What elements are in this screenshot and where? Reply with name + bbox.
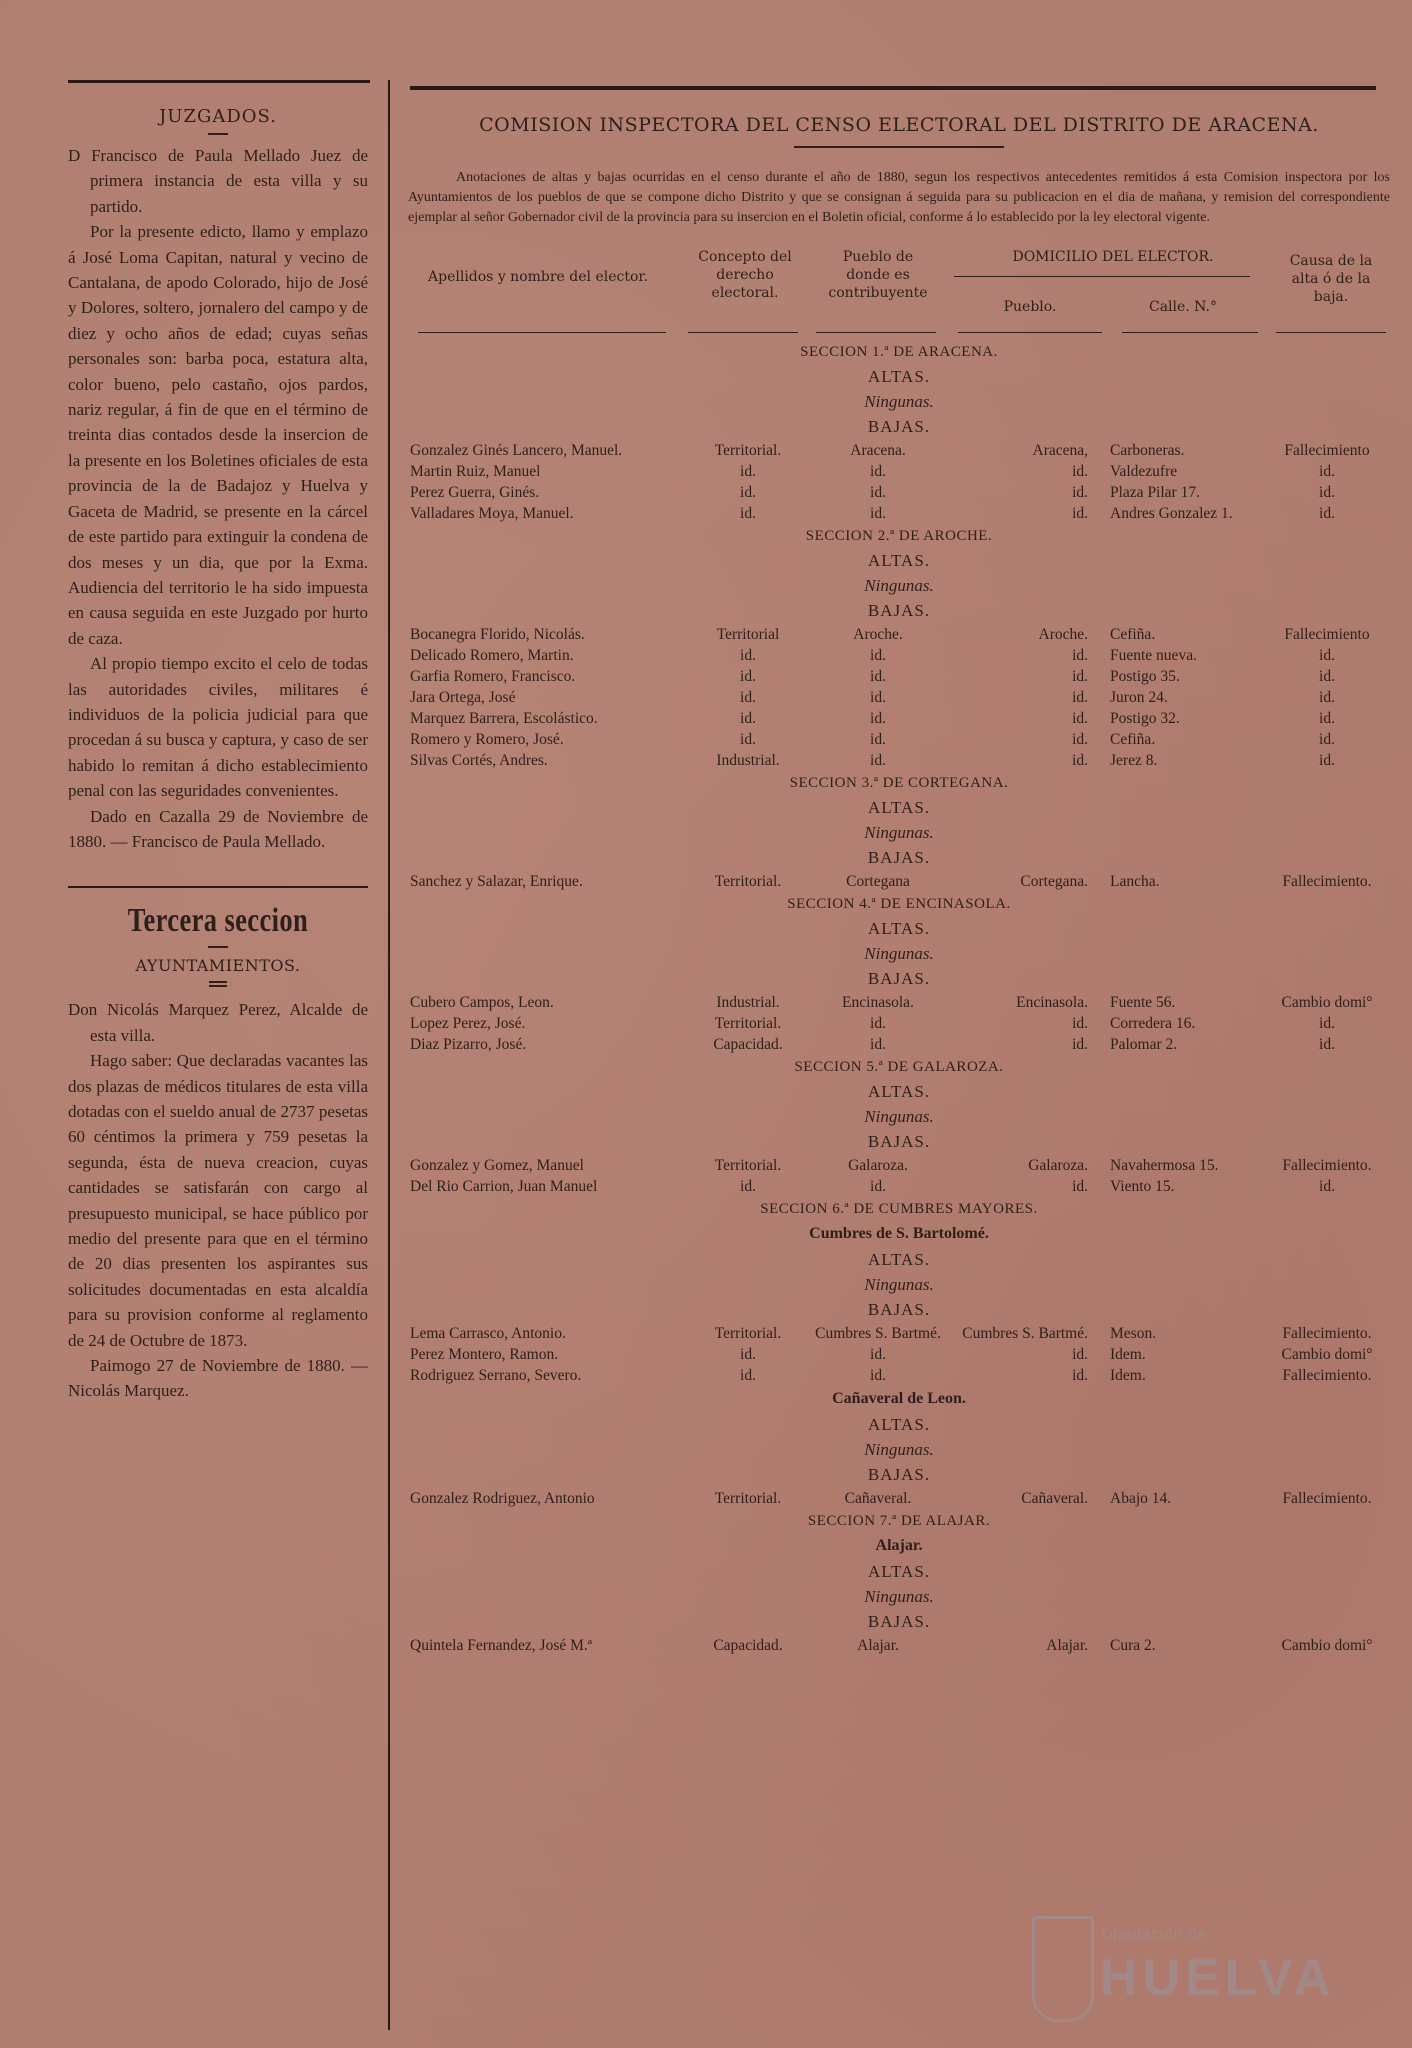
concept: id. [740, 1346, 756, 1363]
header-rule-6 [1276, 332, 1386, 333]
concept: Capacidad. [713, 1036, 783, 1053]
table-row [408, 750, 1390, 771]
concept: id. [740, 668, 756, 685]
elector-name: Valladares Moya, Manuel. [410, 505, 574, 522]
header-concept: Concepto del derecho electoral. [698, 249, 792, 301]
table-row [408, 440, 1390, 461]
elector-name: Gonzalez Rodriguez, Antonio [410, 1490, 595, 1507]
table-row [408, 624, 1390, 645]
domicile-street: Cura 2. [1110, 1637, 1156, 1654]
cause: id. [1319, 1015, 1335, 1032]
concept: Capacidad. [713, 1637, 783, 1654]
header-cause: Causa de la alta ó de la baja. [1289, 253, 1373, 305]
intro-paragraph: Anotaciones de altas y bajas ocurridas en el censo durante el año de 1880, segun los respectivos antecedentes remitidos á esta Comision inspectora por los Ayuntamientos de los pueblos de que se compone dicho Distrito y que se consignan á seguida para su publicacion en el dia de mañana, y remision del correspondiente ejemplar al señor Gobernador civil de la provincia para su insercion en el Boletin oficial, conforme á lo establecido por la ley electoral vigente. [408, 170, 1390, 225]
concept: id. [740, 710, 756, 727]
bajas-label: BAJAS. [867, 1132, 931, 1151]
table-row [408, 1635, 1390, 1656]
altas-label: ALTAS. [867, 798, 931, 817]
section-title: SECCION 3.ª DE CORTEGANA. [789, 775, 1009, 791]
domicile-street: Corredera 16. [1110, 1015, 1196, 1032]
domicile-underline [954, 276, 1250, 277]
contributor-town: id. [870, 1015, 886, 1032]
contributor-town: id. [870, 1346, 886, 1363]
elector-name: Jara Ortega, José [410, 689, 516, 706]
ningunas-label: Ningunas. [864, 576, 934, 595]
cause: Cambio domi° [1281, 1346, 1373, 1363]
domicile-street: Jerez 8. [1110, 752, 1158, 769]
elector-name: Silvas Cortés, Andres. [410, 752, 548, 769]
contributor-town: id. [870, 647, 886, 664]
table-row [408, 992, 1390, 1013]
contributor-town: id. [870, 1036, 886, 1053]
domicile-street: Lancha. [1110, 873, 1160, 890]
domicile-street: Postigo 35. [1110, 668, 1180, 685]
comision-title: COMISION INSPECTORA DEL CENSO ELECTORAL DEL DISTRITO DE ARACENA. [479, 114, 1319, 136]
domicile-street: Cefiña. [1110, 731, 1156, 748]
altas-label: ALTAS. [867, 367, 931, 386]
cause: id. [1319, 668, 1335, 685]
concept: Territorial [716, 626, 780, 643]
cause: id. [1319, 463, 1335, 480]
table-row [408, 1488, 1390, 1509]
domicile-town: Cañaveral. [1021, 1490, 1088, 1507]
section-title: SECCION 6.ª DE CUMBRES MAYORES. [760, 1201, 1038, 1217]
section-title: SECCION 1.ª DE ARACENA. [800, 344, 998, 360]
domicile-street: Navahermosa 15. [1110, 1157, 1219, 1174]
contributor-town: Cortegana [846, 873, 910, 890]
elector-name: Perez Guerra, Ginés. [410, 484, 540, 501]
title-ornament [794, 146, 1004, 148]
elector-name: Bocanegra Florido, Nicolás. [410, 626, 585, 643]
elector-name: Gonzalez y Gomez, Manuel [410, 1157, 584, 1174]
domicile-town: id. [1072, 463, 1088, 480]
domicile-town: Cortegana. [1020, 873, 1088, 890]
altas-label: ALTAS. [867, 1250, 931, 1269]
domicile-town: id. [1072, 647, 1088, 664]
table-row [408, 645, 1390, 666]
census-table [408, 340, 1390, 1656]
table-row [408, 708, 1390, 729]
contributor-town: id. [870, 1367, 886, 1384]
elector-name: Delicado Romero, Martin. [410, 647, 574, 664]
table-row [408, 1013, 1390, 1034]
bajas-label: BAJAS. [867, 601, 931, 620]
contributor-town: Encinasola. [842, 994, 914, 1011]
domicile-street: Valdezufre [1110, 463, 1178, 480]
domicile-town: id. [1072, 668, 1088, 685]
contributor-town: Aracena. [850, 442, 906, 459]
domicile-street: Postigo 32. [1110, 710, 1180, 727]
bajas-label: BAJAS. [867, 1465, 931, 1484]
ningunas-label: Ningunas. [864, 944, 934, 963]
domicile-town: Aracena, [1032, 442, 1088, 459]
section-rule [68, 886, 368, 888]
header-domicile: DOMICILIO DEL ELECTOR. [1012, 249, 1214, 265]
table-row [408, 871, 1390, 892]
ningunas-label: Ningunas. [864, 1275, 934, 1294]
elector-name: Lema Carrasco, Antonio. [410, 1325, 566, 1342]
altas-label: ALTAS. [867, 1082, 931, 1101]
domicile-town: id. [1072, 1367, 1088, 1384]
cause: id. [1319, 689, 1335, 706]
contributor-town: id. [870, 668, 886, 685]
watermark-line1: Diputación de [1102, 1926, 1207, 1943]
table-row [408, 687, 1390, 708]
contributor-town: id. [870, 1178, 886, 1195]
header-rule-1 [418, 332, 666, 333]
header-dom-street: Calle. N.° [1148, 299, 1217, 315]
right-column [408, 80, 1390, 1656]
juzgados-p4: Dado en Cazalla 29 de Noviembre de 1880. — Francisco de Paula Mellado. [68, 806, 368, 851]
altas-label: ALTAS. [867, 919, 931, 938]
domicile-town: id. [1072, 731, 1088, 748]
concept: Territorial. [714, 1157, 782, 1174]
concept: id. [740, 463, 756, 480]
contributor-town: id. [870, 731, 886, 748]
ningunas-label: Ningunas. [864, 1107, 934, 1126]
concept: id. [740, 1367, 756, 1384]
contributor-town: id. [870, 463, 886, 480]
elector-name: Rodriguez Serrano, Severo. [410, 1367, 582, 1384]
ningunas-label: Ningunas. [864, 1587, 934, 1606]
concept: id. [740, 484, 756, 501]
contributor-town: Aroche. [853, 626, 903, 643]
watermark-logo [1032, 1908, 1337, 2028]
bajas-label: BAJAS. [867, 1300, 931, 1319]
concept: id. [740, 1178, 756, 1195]
ningunas-label: Ningunas. [864, 823, 934, 842]
cause: id. [1319, 505, 1335, 522]
contributor-town: id. [870, 752, 886, 769]
juzgados-p1: D Francisco de Paula Mellado Juez de primera instancia de esta villa y su partido. [68, 146, 368, 216]
concept: Industrial. [716, 994, 780, 1011]
cause: Fallecimiento [1284, 442, 1370, 459]
header-rule-3 [816, 332, 936, 333]
elector-name: Cubero Campos, Leon. [410, 994, 554, 1011]
domicile-town: id. [1072, 1015, 1088, 1032]
table-row [408, 1365, 1390, 1386]
section-title: SECCION 2.ª DE AROCHE. [805, 528, 993, 544]
domicile-town: Galaroza. [1028, 1157, 1088, 1174]
cause: Fallecimiento. [1282, 1490, 1372, 1507]
domicile-street: Idem. [1110, 1367, 1146, 1384]
header-rule-2 [688, 332, 798, 333]
domicile-street: Viento 15. [1110, 1178, 1175, 1195]
header-town: Pueblo de donde es contribuyente [828, 249, 928, 301]
concept: Industrial. [716, 752, 780, 769]
cause: id. [1319, 710, 1335, 727]
domicile-street: Fuente nueva. [1110, 647, 1197, 664]
domicile-town: id. [1072, 710, 1088, 727]
left-column [68, 80, 368, 1404]
bajas-label: BAJAS. [867, 1612, 931, 1631]
bajas-label: BAJAS. [867, 417, 931, 436]
concept: Territorial. [714, 1490, 782, 1507]
concept: Territorial. [714, 1325, 782, 1342]
ningunas-label: Ningunas. [864, 1440, 934, 1459]
town-subheading: Cumbres de S. Bartolomé. [809, 1225, 989, 1242]
domicile-street: Juron 24. [1110, 689, 1168, 706]
cause: id. [1319, 647, 1335, 664]
heading-dash-2 [208, 946, 228, 948]
contributor-town: id. [870, 484, 886, 501]
table-row [408, 666, 1390, 687]
table-header [408, 240, 1390, 340]
elector-name: Lopez Perez, José. [410, 1015, 526, 1032]
section-title: SECCION 5.ª DE GALAROZA. [794, 1059, 1004, 1075]
cause: Fallecimiento. [1282, 1367, 1372, 1384]
double-dash [209, 981, 227, 987]
contributor-town: id. [870, 505, 886, 522]
bajas-label: BAJAS. [867, 969, 931, 988]
elector-name: Martin Ruiz, Manuel [410, 463, 541, 480]
altas-label: ALTAS. [867, 551, 931, 570]
concept: Territorial. [714, 1015, 782, 1032]
elector-name: Perez Montero, Ramon. [410, 1346, 559, 1363]
shield-icon [1032, 1916, 1094, 2022]
domicile-town: id. [1072, 1178, 1088, 1195]
juzgados-heading: JUZGADOS. [159, 106, 277, 127]
table-row [408, 729, 1390, 750]
section-title: SECCION 4.ª DE ENCINASOLA. [787, 896, 1011, 912]
domicile-town: id. [1072, 752, 1088, 769]
domicile-street: Plaza Pilar 17. [1110, 484, 1200, 501]
concept: Territorial. [714, 873, 782, 890]
tercera-seccion-heading: Tercera seccion [127, 902, 309, 940]
cause: id. [1319, 731, 1335, 748]
cause: Fallecimiento. [1282, 1325, 1372, 1342]
tercera-p1: Don Nicolás Marquez Perez, Alcalde de esta villa. [68, 1000, 368, 1045]
domicile-town: id. [1072, 1346, 1088, 1363]
header-rule-5 [1122, 332, 1258, 333]
table-row [408, 1176, 1390, 1197]
bajas-label: BAJAS. [867, 848, 931, 867]
table-row [408, 1034, 1390, 1055]
table-row [408, 461, 1390, 482]
cause: id. [1319, 1036, 1335, 1053]
domicile-street: Palomar 2. [1110, 1036, 1178, 1053]
contributor-town: Galaroza. [848, 1157, 908, 1174]
table-row [408, 1155, 1390, 1176]
cause: Fallecimiento [1284, 626, 1370, 643]
cause: id. [1319, 752, 1335, 769]
domicile-town: Alajar. [1046, 1637, 1088, 1654]
table-row [408, 1323, 1390, 1344]
header-name: Apellidos y nombre del elector. [428, 269, 649, 285]
cause: Cambio domi° [1281, 1637, 1373, 1654]
concept: id. [740, 731, 756, 748]
concept: Territorial. [714, 442, 782, 459]
header-dom-town: Pueblo. [1003, 299, 1057, 315]
domicile-street: Idem. [1110, 1346, 1146, 1363]
contributor-town: Cañaveral. [844, 1490, 912, 1507]
column-divider [388, 80, 390, 2030]
cause: id. [1319, 484, 1335, 501]
cause: Fallecimiento. [1282, 1157, 1372, 1174]
elector-name: Garfia Romero, Francisco. [410, 668, 576, 685]
elector-name: Diaz Pizarro, José. [410, 1036, 527, 1053]
altas-label: ALTAS. [867, 1415, 931, 1434]
domicile-town: id. [1072, 484, 1088, 501]
domicile-town: Aroche. [1038, 626, 1088, 643]
elector-name: Marquez Barrera, Escolástico. [410, 710, 598, 727]
domicile-street: Carboneras. [1110, 442, 1185, 459]
town-subheading: Alajar. [875, 1537, 923, 1554]
altas-label: ALTAS. [867, 1562, 931, 1581]
elector-name: Romero y Romero, José. [410, 731, 564, 748]
domicile-street: Abajo 14. [1110, 1490, 1172, 1507]
juzgados-p2: Por la presente edicto, llamo y emplazo á José Loma Capitan, natural y vecino de Cantalana, de apodo Colorado, hijo de José y Dolores, soltero, jornalero del campo y de diez y ocho años de edad; cuyas señas personales son: barba poca, estatura alta, color bueno, pelo castaño, ojos pardos, nariz regular, á fin de que en el término de treinta dias contados desde la insercion de la presente en los Boletines oficiales de esta provincia de la de Badajoz y Huelva y Gaceta de Madrid, se presente en la cárcel de este partido para extinguir la condena de dos meses y un dia, que por la Exma. Audiencia del territorio le ha sido impuesta en causa seguida en este Juzgado por hurto de caza. [68, 222, 368, 648]
town-subheading: Cañaveral de Leon. [832, 1390, 966, 1407]
domicile-town: Cumbres S. Bartmé. [962, 1325, 1088, 1342]
tercera-p2: Hago saber: Que declaradas vacantes las dos plazas de médicos titulares de esta villa dotadas con el sueldo anual de 2737 pesetas 60 céntimos la primera y 759 pesetas la segunda, ésta de nueva creacion, cuyas cantidades se satisfarán con cargo al presupuesto municipal, se hace público por medio del presente para que en el término de 20 dias presenten los aspirantes sus solicitudes documentadas en esta alcaldía para su provision conforme al reglamento de 24 de Octubre de 1873. [68, 1051, 368, 1350]
elector-name: Del Rio Carrion, Juan Manuel [410, 1178, 598, 1195]
contributor-town: Cumbres S. Bartmé. [815, 1325, 941, 1342]
ningunas-label: Ningunas. [864, 392, 934, 411]
elector-name: Gonzalez Ginés Lancero, Manuel. [410, 442, 623, 459]
table-row [408, 482, 1390, 503]
table-row [408, 503, 1390, 524]
contributor-town: id. [870, 689, 886, 706]
domicile-street: Cefiña. [1110, 626, 1156, 643]
table-row [408, 1344, 1390, 1365]
header-rule-4 [958, 332, 1102, 333]
domicile-street: Meson. [1110, 1325, 1157, 1342]
contributor-town: Alajar. [857, 1637, 899, 1654]
watermark-line2: HUELVA [1100, 1949, 1337, 2007]
elector-name: Sanchez y Salazar, Enrique. [410, 873, 583, 890]
domicile-town: id. [1072, 689, 1088, 706]
section-title: SECCION 7.ª DE ALAJAR. [807, 1513, 991, 1529]
contributor-town: id. [870, 710, 886, 727]
cause: id. [1319, 1178, 1335, 1195]
domicile-town: id. [1072, 505, 1088, 522]
juzgados-p3: Al propio tiempo excito el celo de todas las autoridades civiles, militares é individuos de la policia judicial para que procedan á su busca y captura, y caso de ser habido lo remitan á dicho establecimiento penal con las seguridades convenientes. [68, 654, 368, 801]
concept: id. [740, 689, 756, 706]
concept: id. [740, 505, 756, 522]
domicile-street: Fuente 56. [1110, 994, 1176, 1011]
concept: id. [740, 647, 756, 664]
heading-dash [208, 133, 228, 135]
elector-name: Quintela Fernandez, José M.ª [410, 1637, 593, 1654]
domicile-town: Encinasola. [1016, 994, 1088, 1011]
tercera-p3: Paimogo 27 de Noviembre de 1880. — Nicolás Marquez. [68, 1356, 368, 1401]
cause: Cambio domi° [1281, 994, 1373, 1011]
ayuntamientos-heading: AYUNTAMIENTOS. [135, 956, 301, 976]
domicile-town: id. [1072, 1036, 1088, 1053]
domicile-street: Andres Gonzalez 1. [1110, 505, 1233, 522]
cause: Fallecimiento. [1282, 873, 1372, 890]
